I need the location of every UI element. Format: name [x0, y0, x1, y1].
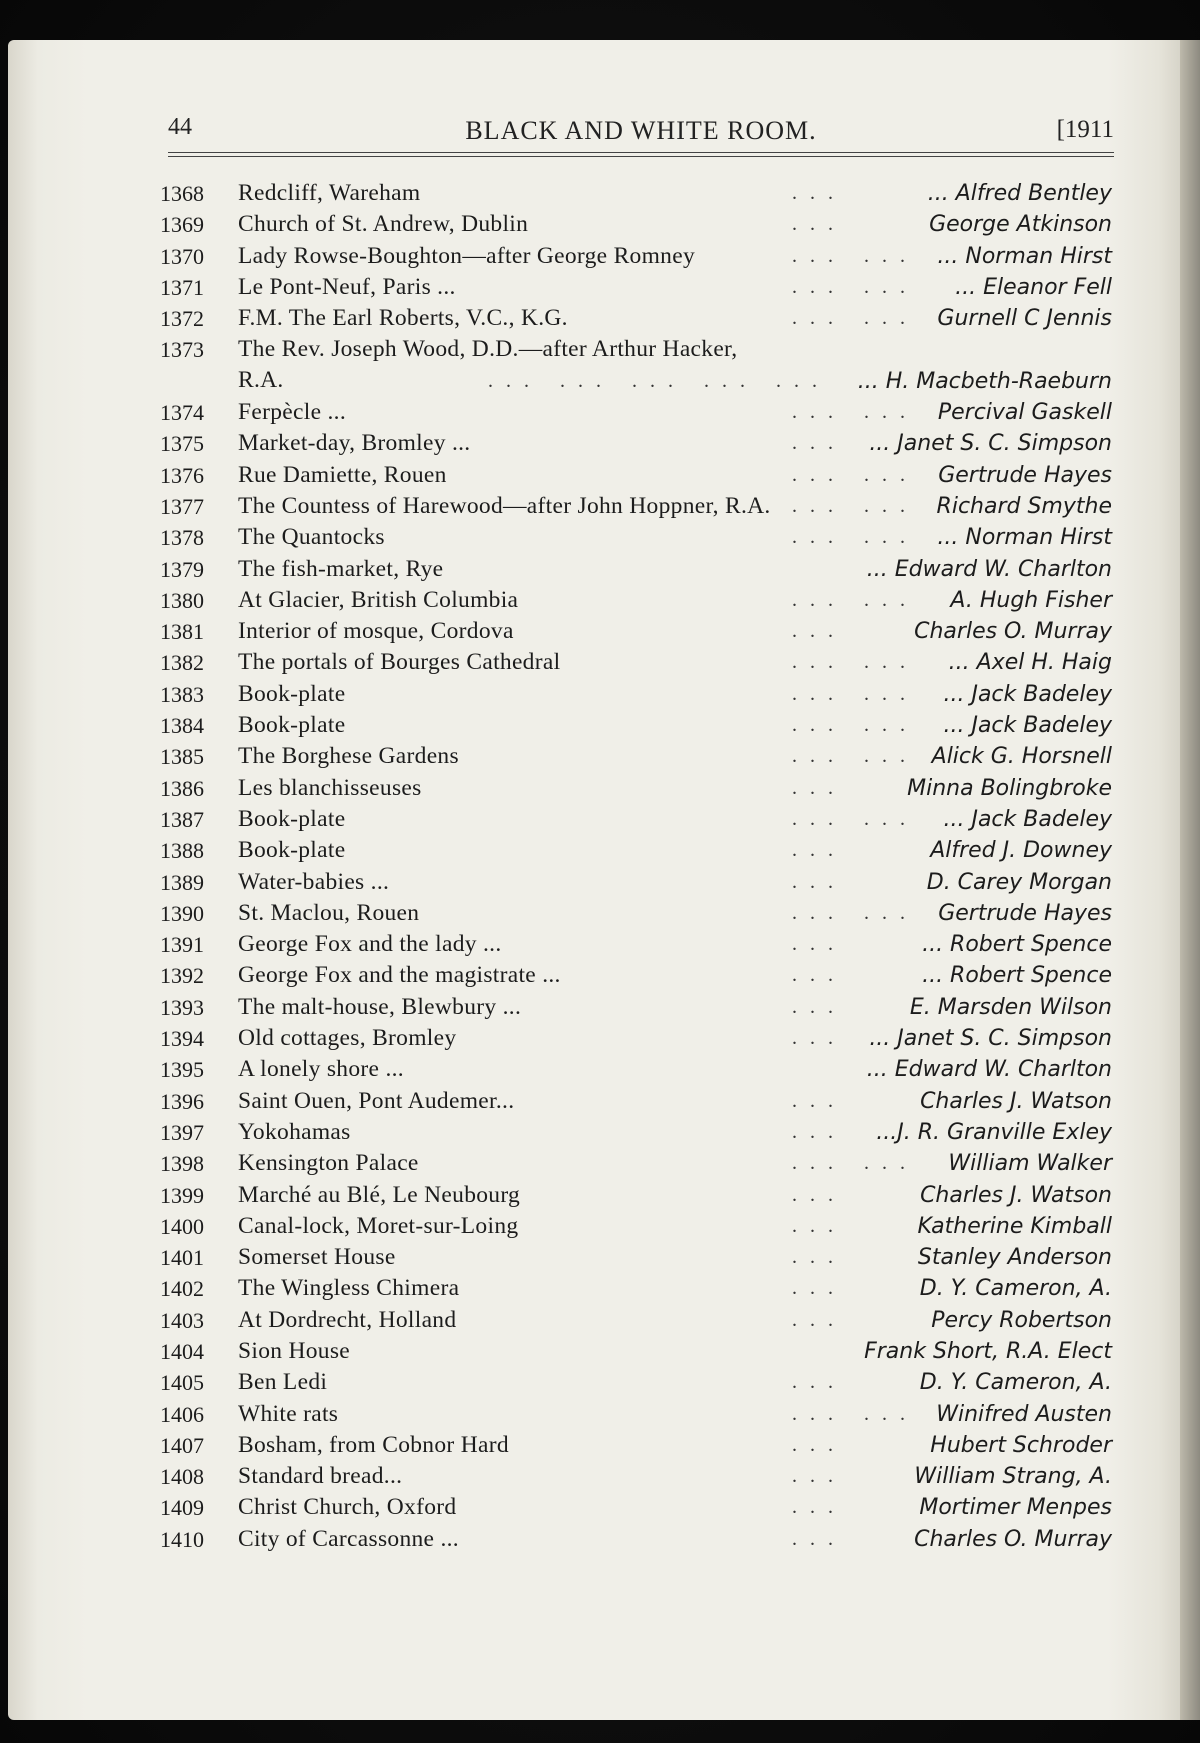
entry-number: 1368 — [160, 181, 204, 206]
catalogue-entry — [160, 1242, 1120, 1273]
entry-title: Yokohamas — [238, 1118, 351, 1145]
entry-artist: ... Jack Badeley — [943, 806, 1112, 832]
catalogue-entry — [160, 460, 1120, 491]
catalogue-entry — [160, 741, 1120, 772]
entry-title: Book-plate — [238, 712, 346, 739]
entry-title: White rats — [238, 1400, 339, 1427]
catalogue-entry — [160, 491, 1120, 522]
entry-number: 1386 — [160, 775, 204, 801]
entry-number: 1406 — [160, 1401, 204, 1427]
entry-title: Canal-lock, Moret-sur-Loing — [238, 1212, 519, 1239]
catalogue-entry — [160, 1336, 1120, 1367]
entry-title: The Countess of Harewood—after John Hoppner, R.A. — [238, 492, 771, 519]
catalogue-entry — [160, 710, 1120, 741]
dot-leader: ... — [792, 182, 846, 204]
dot-leader: ... ... — [792, 494, 918, 517]
entry-artist: Gurnell C Jennis — [937, 306, 1112, 332]
entry-artist: ... Jack Badeley — [943, 681, 1112, 707]
dot-leader: ... — [792, 1371, 846, 1394]
entry-artist: Winifred Austen — [936, 1401, 1112, 1427]
entry-number: 1396 — [160, 1088, 204, 1114]
entry-artist: Katherine Kimball — [917, 1213, 1112, 1239]
entry-title: The Borghese Gardens — [238, 743, 459, 770]
catalogue-entry — [160, 804, 1120, 835]
catalogue-entry — [160, 1492, 1120, 1523]
entry-artist: ... Norman Hirst — [937, 525, 1112, 551]
catalogue-entry — [160, 1054, 1120, 1085]
dot-leader: ... — [792, 1465, 846, 1488]
entry-artist: ... Janet S. C. Simpson — [869, 1026, 1112, 1052]
entry-title: Rue Damiette, Rouen — [238, 461, 447, 488]
entry-title: Standard bread... — [238, 1463, 403, 1490]
catalogue-entry — [160, 1117, 1120, 1148]
catalogue-entry — [160, 1305, 1120, 1336]
entry-number: 1397 — [160, 1119, 204, 1145]
entry-artist: Hubert Schroder — [930, 1432, 1112, 1458]
entry-number: 1388 — [160, 838, 204, 864]
entry-number: 1409 — [160, 1495, 204, 1521]
entry-title: Old cottages, Bromley — [238, 1025, 457, 1052]
entry-artist: A. Hugh Fisher — [950, 587, 1112, 613]
dot-leader: ... ... — [792, 401, 918, 424]
entry-artist: Frank Short, R.A. Elect — [864, 1338, 1112, 1364]
entry-artist: Percy Robertson — [931, 1307, 1112, 1333]
entry-artist: D. Carey Morgan — [926, 869, 1112, 895]
entry-title: Sion House — [238, 1337, 351, 1364]
dot-leader: ... — [792, 1496, 846, 1519]
entry-number: 1391 — [160, 932, 204, 958]
entry-title: Redcliff, Wareham — [238, 180, 421, 206]
entry-artist: Percival Gaskell — [937, 400, 1112, 426]
entry-number: 1382 — [160, 650, 204, 676]
entry-artist: Charles J. Watson — [920, 1088, 1112, 1114]
catalogue-entry — [160, 1148, 1120, 1179]
entry-artist: ... Axel H. Haig — [948, 650, 1112, 676]
catalogue-entry — [160, 898, 1120, 929]
dot-leader: ... — [792, 1527, 846, 1550]
catalogue-entry — [160, 1086, 1120, 1117]
entry-title: Market-day, Bromley ... — [238, 430, 471, 457]
catalogue-entry — [160, 773, 1120, 804]
entry-number: 1373 — [160, 337, 204, 363]
entry-title: Book-plate — [238, 680, 346, 707]
dot-leader: ... ... — [792, 1152, 918, 1175]
catalogue-list — [160, 178, 1120, 1555]
entry-number: 1370 — [160, 243, 204, 269]
entry-artist: Charles O. Murray — [914, 1526, 1112, 1552]
dot-leader: ... ... — [792, 588, 918, 611]
entry-number: 1385 — [160, 744, 204, 770]
dot-leader: ... — [792, 213, 846, 236]
dot-leader: ... — [792, 1277, 846, 1300]
entry-title: Church of St. Andrew, Dublin — [238, 211, 529, 238]
entry-artist: Stanley Anderson — [917, 1245, 1112, 1271]
entry-artist: ... Alfred Bentley — [927, 181, 1112, 206]
catalogue-entry — [160, 428, 1120, 459]
entry-artist: D. Y. Cameron, A. — [919, 1276, 1112, 1302]
catalogue-entry — [160, 1430, 1120, 1461]
entry-title: Marché au Blé, Le Neubourg — [238, 1181, 521, 1208]
entry-title: F.M. The Earl Roberts, V.C., K.G. — [238, 305, 568, 332]
page-header — [168, 110, 1114, 150]
entry-artist: Gertrude Hayes — [938, 900, 1112, 926]
entry-number: 1407 — [160, 1432, 204, 1458]
entry-title: Interior of mosque, Cordova — [238, 618, 514, 645]
dot-leader: ... ... — [792, 807, 918, 830]
entry-number: 1398 — [160, 1151, 204, 1177]
entry-title: Book-plate — [238, 805, 346, 832]
catalogue-entry — [160, 554, 1120, 585]
dot-leader: ... ... — [792, 307, 918, 330]
dot-leader: ... — [792, 933, 846, 956]
entry-number: 1392 — [160, 963, 204, 989]
header-rule-bottom — [168, 156, 1114, 157]
entry-artist: William Walker — [948, 1151, 1112, 1177]
page-title: BLACK AND WHITE ROOM. — [465, 116, 817, 145]
catalogue-entry — [160, 1399, 1120, 1430]
entry-artist: Minna Bolingbroke — [907, 775, 1112, 801]
entry-artist: William Strang, A. — [914, 1464, 1112, 1490]
catalogue-entry — [160, 178, 1120, 209]
catalogue-entry — [160, 1367, 1120, 1398]
dot-leader: ... — [792, 1089, 846, 1112]
catalogue-entry — [160, 679, 1120, 710]
entry-number: 1399 — [160, 1182, 204, 1208]
dot-leader: ... ... — [792, 244, 918, 267]
entry-number: 1372 — [160, 306, 204, 332]
entry-title: At Dordrecht, Holland — [238, 1306, 457, 1333]
dot-leader: ... — [792, 1183, 846, 1206]
entry-artist: ... Robert Spence — [922, 963, 1112, 989]
catalogue-entry — [160, 960, 1120, 991]
entry-number: 1389 — [160, 869, 204, 895]
entry-title: Somerset House — [238, 1244, 396, 1271]
entry-artist: ... Janet S. C. Simpson — [869, 431, 1112, 457]
entry-artist: ... H. Macbeth-Raeburn — [857, 368, 1112, 394]
entry-artist: ... Robert Spence — [922, 932, 1112, 958]
catalogue-entry — [160, 1273, 1120, 1304]
entry-artist: George Atkinson — [929, 212, 1112, 238]
entry-number: 1401 — [160, 1245, 204, 1271]
dot-leader: ... — [792, 1246, 846, 1269]
catalogue-entry — [160, 647, 1120, 678]
entry-artist: Gertrude Hayes — [938, 462, 1112, 488]
catalogue-entry — [160, 334, 1120, 397]
catalogue-entry — [160, 1023, 1120, 1054]
entry-title: Le Pont-Neuf, Paris ... — [238, 273, 456, 300]
entry-title: Bosham, from Cobnor Hard — [238, 1431, 509, 1458]
dot-leader: ... ... — [792, 463, 918, 486]
entry-number: 1394 — [160, 1026, 204, 1052]
entry-title: Water-babies ... — [238, 868, 390, 895]
entry-artist: Mortimer Menpes — [919, 1495, 1112, 1521]
entry-artist: Alfred J. Downey — [930, 838, 1112, 864]
entry-number: 1387 — [160, 806, 204, 832]
entry-title: Lady Rowse-Boughton—after George Romney — [238, 242, 696, 269]
dot-leader: ... — [792, 1120, 846, 1143]
dot-leader: ... ... — [792, 745, 918, 768]
catalogue-entry — [160, 522, 1120, 553]
dot-leader: ... — [792, 1027, 846, 1050]
entry-title: The malt-house, Blewbury ... — [238, 993, 522, 1020]
dot-leader: ... ... — [792, 275, 918, 298]
dot-leader: ... — [792, 1214, 846, 1237]
entry-title: The Rev. Joseph Wood, D.D.—after Arthur Hacker, R.A. — [238, 336, 738, 394]
entry-title: City of Carcassonne ... — [238, 1525, 459, 1552]
page-number: 44 — [168, 114, 192, 140]
entry-number: 1369 — [160, 212, 204, 238]
entry-artist: Alick G. Horsnell — [931, 744, 1112, 770]
entry-title: George Fox and the magistrate ... — [238, 962, 561, 989]
entry-title: The fish-market, Rye — [238, 555, 444, 582]
catalogue-entry — [160, 1211, 1120, 1242]
catalogue-entry — [160, 1180, 1120, 1211]
entry-artist: ... Edward W. Charlton — [866, 1057, 1112, 1083]
dot-leader: ... — [792, 870, 846, 893]
entry-number: 1378 — [160, 525, 204, 551]
entry-title: A lonely shore ... — [238, 1056, 404, 1083]
dot-leader: ... ... ... ... ... — [488, 369, 830, 392]
entry-title: The Quantocks — [238, 524, 385, 551]
entry-number: 1375 — [160, 431, 204, 457]
catalogue-entry — [160, 1524, 1120, 1555]
entry-artist: ... Norman Hirst — [937, 243, 1112, 269]
entry-title: Book-plate — [238, 837, 346, 864]
entry-title: Ferpècle ... — [238, 399, 346, 426]
header-rule-top — [168, 152, 1114, 153]
entry-title: St. Maclou, Rouen — [238, 899, 420, 926]
entry-number: 1404 — [160, 1338, 204, 1364]
dot-leader: ... — [792, 432, 846, 455]
dot-leader: ... ... — [792, 1402, 918, 1425]
catalogue-entry — [160, 397, 1120, 428]
entry-title: George Fox and the lady ... — [238, 931, 502, 958]
dot-leader: ... — [792, 1308, 846, 1331]
dot-leader: ... ... — [792, 901, 918, 924]
catalogue-entry — [160, 992, 1120, 1023]
entry-number: 1380 — [160, 587, 204, 613]
dot-leader: ... ... — [792, 526, 918, 549]
entry-number: 1405 — [160, 1370, 204, 1396]
dot-leader: ... — [792, 1433, 846, 1456]
entry-number: 1400 — [160, 1213, 204, 1239]
dot-leader: ... — [792, 964, 846, 987]
entry-title: Les blanchisseuses — [238, 774, 422, 801]
catalogue-entry — [160, 585, 1120, 616]
entry-artist: E. Marsden Wilson — [909, 994, 1112, 1020]
entry-title: The portals of Bourges Cathedral — [238, 649, 561, 676]
dot-leader: ... ... — [792, 682, 918, 705]
catalogue-entry — [160, 209, 1120, 240]
dot-leader: ... — [792, 776, 846, 799]
entry-artist: ... Jack Badeley — [943, 713, 1112, 739]
entry-number: 1410 — [160, 1526, 204, 1552]
entry-artist: Charles O. Murray — [914, 619, 1112, 645]
entry-artist: ...J. R. Granville Exley — [876, 1119, 1112, 1145]
catalogue-entry — [160, 616, 1120, 647]
page-edge — [1180, 40, 1200, 1720]
entry-number: 1379 — [160, 556, 204, 582]
catalogue-entry — [160, 835, 1120, 866]
entry-artist: ... Eleanor Fell — [955, 274, 1112, 300]
catalogue-entry — [160, 929, 1120, 960]
dot-leader: ... ... — [792, 714, 918, 737]
catalogue-entry — [160, 272, 1120, 303]
entry-number: 1395 — [160, 1057, 204, 1083]
entry-artist: D. Y. Cameron, A. — [919, 1370, 1112, 1396]
entry-title: Christ Church, Oxford — [238, 1494, 457, 1521]
entry-artist: ... Edward W. Charlton — [866, 556, 1112, 582]
entry-title: At Glacier, British Columbia — [238, 586, 519, 613]
entry-number: 1383 — [160, 681, 204, 707]
entry-title: Ben Ledi — [238, 1369, 328, 1396]
entry-number: 1408 — [160, 1464, 204, 1490]
dot-leader: ... — [792, 620, 846, 643]
entry-number: 1402 — [160, 1276, 204, 1302]
catalogue-entry — [160, 241, 1120, 272]
entry-title: The Wingless Chimera — [238, 1275, 460, 1302]
dot-leader: ... — [792, 995, 846, 1018]
entry-number: 1374 — [160, 400, 204, 426]
page-year: [1911 — [1056, 116, 1114, 143]
entry-number: 1403 — [160, 1307, 204, 1333]
dot-leader: ... ... — [792, 651, 918, 674]
entry-number: 1393 — [160, 994, 204, 1020]
catalogue-entry — [160, 1461, 1120, 1492]
dot-leader: ... — [792, 839, 846, 862]
entry-artist: Richard Smythe — [936, 493, 1112, 519]
entry-number: 1381 — [160, 619, 204, 645]
catalogue-entry — [160, 867, 1120, 898]
catalogue-entry — [160, 303, 1120, 334]
entry-number: 1371 — [160, 274, 204, 300]
entry-title: Kensington Palace — [238, 1150, 419, 1177]
entry-number: 1384 — [160, 713, 204, 739]
entry-number: 1377 — [160, 493, 204, 519]
entry-number: 1376 — [160, 462, 204, 488]
entry-number: 1390 — [160, 900, 204, 926]
entry-title: Saint Ouen, Pont Audemer... — [238, 1087, 515, 1114]
entry-artist: Charles J. Watson — [920, 1182, 1112, 1208]
